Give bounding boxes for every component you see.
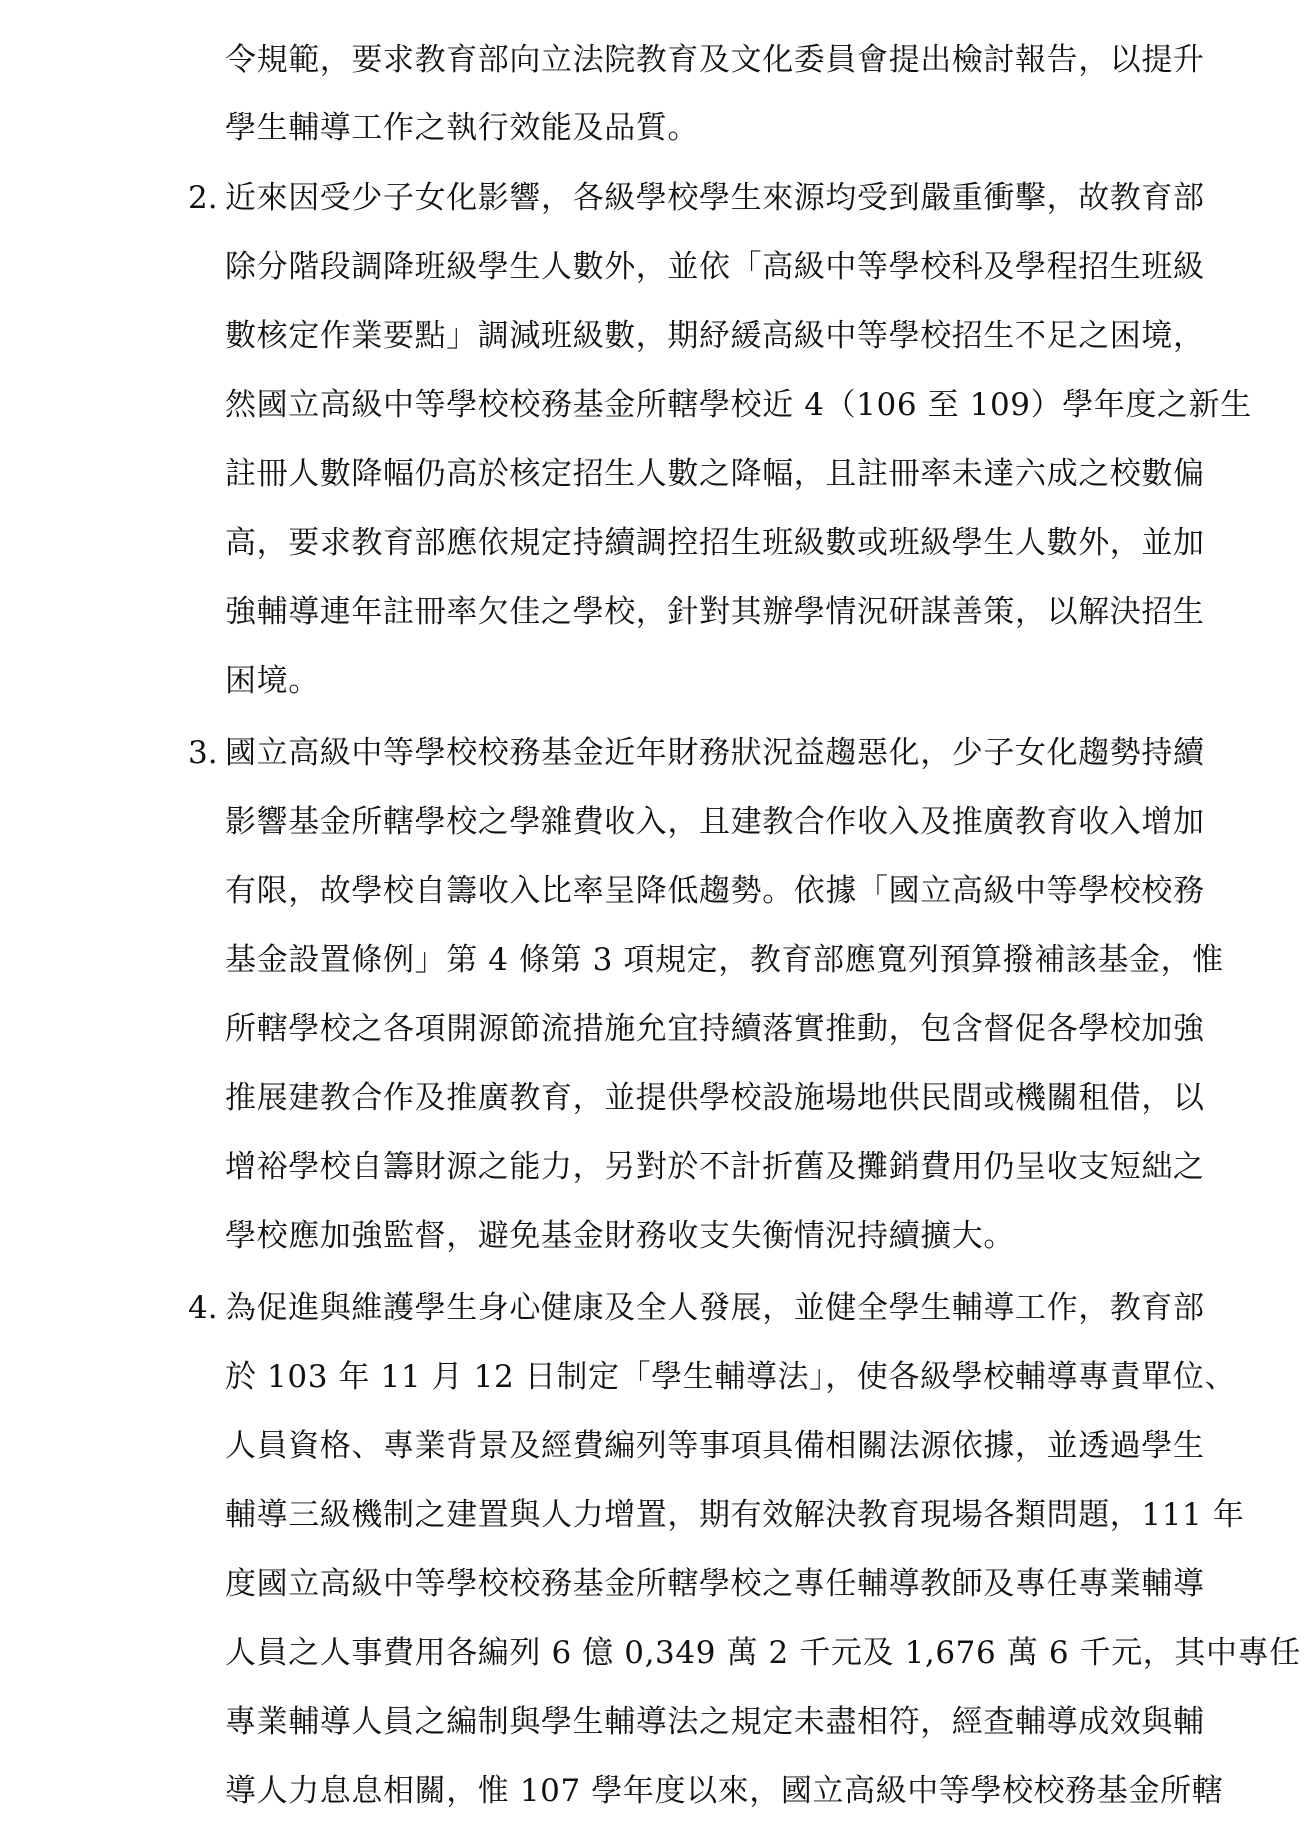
list-item-line: 導人力息息相關，惟 107 學年度以來，國立高級中等學校校務基金所轄 [225, 1773, 1224, 1809]
list-item-line: 然國立高級中等學校校務基金所轄學校近 4（106 至 109）學年度之新生 [225, 387, 1252, 423]
list-item-line: 專業輔導人員之編制與學生輔導法之規定未盡相符，經查輔導成效與輔 [225, 1704, 1205, 1740]
list-item-line: 所轄學校之各項開源節流措施允宜持續落實推動，包含督促各學校加強 [225, 1011, 1205, 1047]
list-item-line: 近來因受少子女化影響，各級學校學生來源均受到嚴重衝擊，故教育部 [225, 180, 1205, 216]
list-item-line: 影響基金所轄學校之學雜費收入，且建教合作收入及推廣教育收入增加 [225, 804, 1205, 840]
list-item-line: 於 103 年 11 月 12 日制定「學生輔導法」，使各級學校輔導專責單位、 [225, 1359, 1237, 1395]
list-item-line: 輔導三級機制之建置與人力增置，期有效解決教育現場各類問題，111 年 [225, 1497, 1245, 1533]
list-item-line: 人員資格、專業背景及經費編列等事項具備相關法源依據，並透過學生 [225, 1428, 1205, 1464]
list-item-line: 有限，故學校自籌收入比率呈降低趨勢。依據「國立高級中等學校校務 [225, 873, 1205, 909]
list-item-line: 註冊人數降幅仍高於核定招生人數之降幅，且註冊率未達六成之校數偏 [225, 456, 1205, 492]
list-item-line: 學校應加強監督，避免基金財務收支失衡情況持續擴大。 [225, 1218, 1015, 1254]
list-item-line: 國立高級中等學校校務基金近年財務狀況益趨惡化，少子女化趨勢持續 [225, 735, 1205, 771]
list-item-line: 困境。 [225, 663, 320, 699]
list-item-line: 增裕學校自籌財源之能力，另對於不計折舊及攤銷費用仍呈收支短絀之 [225, 1149, 1205, 1185]
body-text-line: 學生輔導工作之執行效能及品質。 [225, 110, 699, 146]
list-item-line: 基金設置條例」第 4 條第 3 項規定，教育部應寬列預算撥補該基金，惟 [225, 942, 1224, 978]
list-item-line: 度國立高級中等學校校務基金所轄學校之專任輔導教師及專任專業輔導 [225, 1566, 1205, 1602]
list-item-line: 高，要求教育部應依規定持續調控招生班級數或班級學生人數外，並加 [225, 525, 1205, 561]
list-item-line: 數核定作業要點」調減班級數，期紓緩高級中等學校招生不足之困境， [225, 318, 1205, 354]
body-text-line: 令規範，要求教育部向立法院教育及文化委員會提出檢討報告，以提升 [225, 42, 1205, 78]
list-item-number: 4. [188, 1290, 218, 1326]
list-item-line: 為促進與維護學生身心健康及全人發展，並健全學生輔導工作，教育部 [225, 1290, 1205, 1326]
list-item-line: 強輔導連年註冊率欠佳之學校，針對其辦學情況研謀善策，以解決招生 [225, 594, 1205, 630]
list-item-number: 3. [188, 735, 218, 771]
list-item-line: 人員之人事費用各編列 6 億 0,349 萬 2 千元及 1,676 萬 6 千元，其中專任 [225, 1635, 1301, 1671]
list-item-line: 推展建教合作及推廣教育，並提供學校設施場地供民間或機關租借，以 [225, 1080, 1205, 1116]
list-item-number: 2. [188, 180, 218, 216]
list-item-line: 除分階段調降班級學生人數外，並依「高級中等學校科及學程招生班級 [225, 249, 1205, 285]
